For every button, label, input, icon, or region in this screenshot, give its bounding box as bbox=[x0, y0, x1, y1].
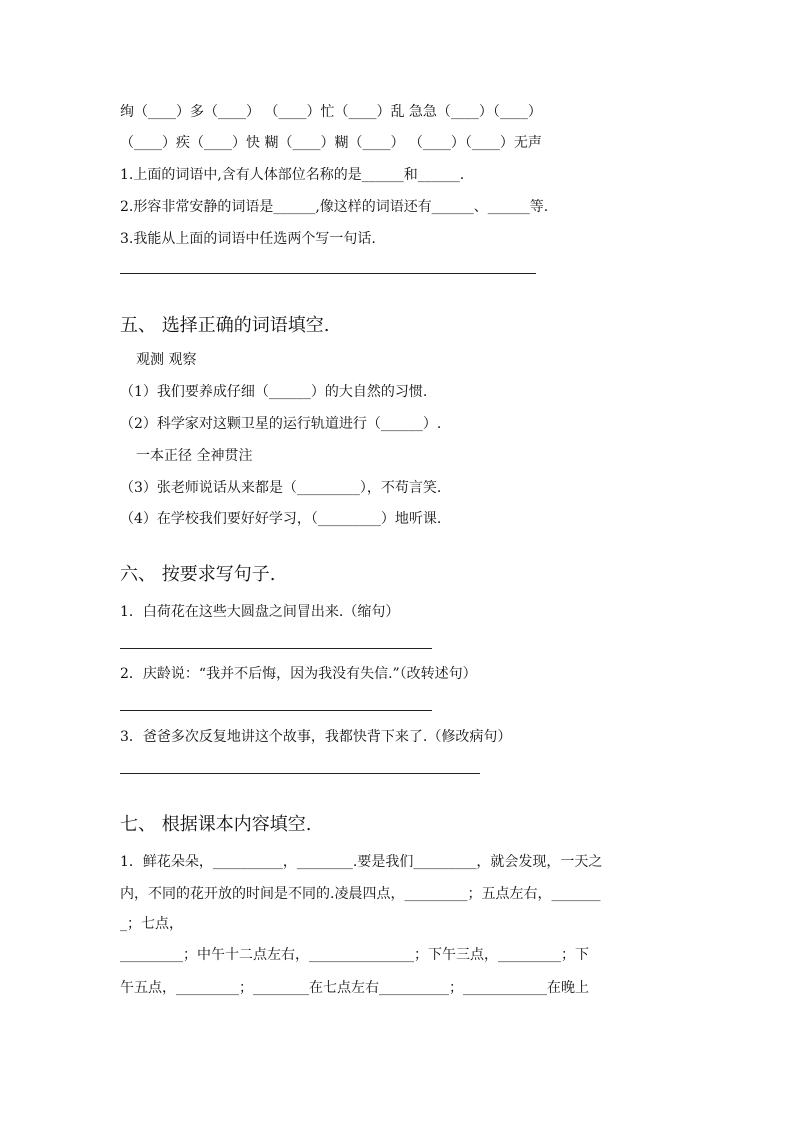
question-1: 1.上面的词语中,含有人体部位名称的是______和______. bbox=[120, 167, 465, 183]
paragraph-line-3: _；七点， bbox=[120, 916, 183, 932]
word-row-2: （____）疾（____）快 糊（____）糊（____） （____）（____）无声 bbox=[120, 135, 542, 151]
answer-line bbox=[120, 648, 432, 649]
fill-sentence-4: （4）在学校我们要好好学习，（_________）地听课. bbox=[120, 511, 442, 527]
answer-line bbox=[120, 773, 480, 774]
paragraph-line-5: 午五点，_________；________在七点左右__________；____________在晚上 bbox=[120, 980, 589, 996]
word-choices-1: 观测 观察 bbox=[136, 352, 197, 368]
word-choices-2: 一本正径 全神贯注 bbox=[136, 448, 253, 464]
section-6-title: 六、 按要求写句子. bbox=[120, 564, 276, 585]
rewrite-sentence-2: 2．庆龄说：“我并不后悔，因为我没有失信.”（改转述句） bbox=[120, 666, 477, 682]
fill-sentence-3: （3）张老师说话从来都是（_________），不苟言笑. bbox=[120, 480, 442, 496]
fill-sentence-2: （2）科学家对这颗卫星的运行轨道进行（______）. bbox=[120, 416, 442, 432]
paragraph-line-4: _________；中午十二点左右，_______________；下午三点，_________；下 bbox=[120, 947, 589, 963]
question-3: 3.我能从上面的词语中任选两个写一句话. bbox=[120, 231, 376, 247]
rewrite-sentence-3: 3．爸爸多次反复地讲这个故事，我都快背下来了.（修改病句） bbox=[120, 729, 512, 745]
answer-line bbox=[120, 273, 536, 274]
question-2: 2.形容非常安静的词语是______,像这样的词语还有______、______等. bbox=[120, 199, 549, 215]
answer-line bbox=[120, 710, 432, 711]
paragraph-line-1: 1．鲜花朵朵，__________，________.要是我们_________，就会发现，一天之 bbox=[120, 854, 603, 870]
rewrite-sentence-1: 1．白荷花在这些大圆盘之间冒出来.（缩句） bbox=[120, 604, 400, 620]
section-7-title: 七、 根据课本内容填空. bbox=[120, 814, 312, 835]
paragraph-line-2: 内，不同的花开放的时间是不同的.凌晨四点，_________；五点左右，_______ bbox=[120, 886, 601, 902]
word-row-1: 绚（____）多（____） （____）忙（____）乱 急急（____）（____） bbox=[120, 104, 542, 120]
fill-sentence-1: （1）我们要养成仔细（______）的大自然的习惯. bbox=[120, 384, 428, 400]
section-5-title: 五、 选择正确的词语填空. bbox=[120, 315, 330, 336]
